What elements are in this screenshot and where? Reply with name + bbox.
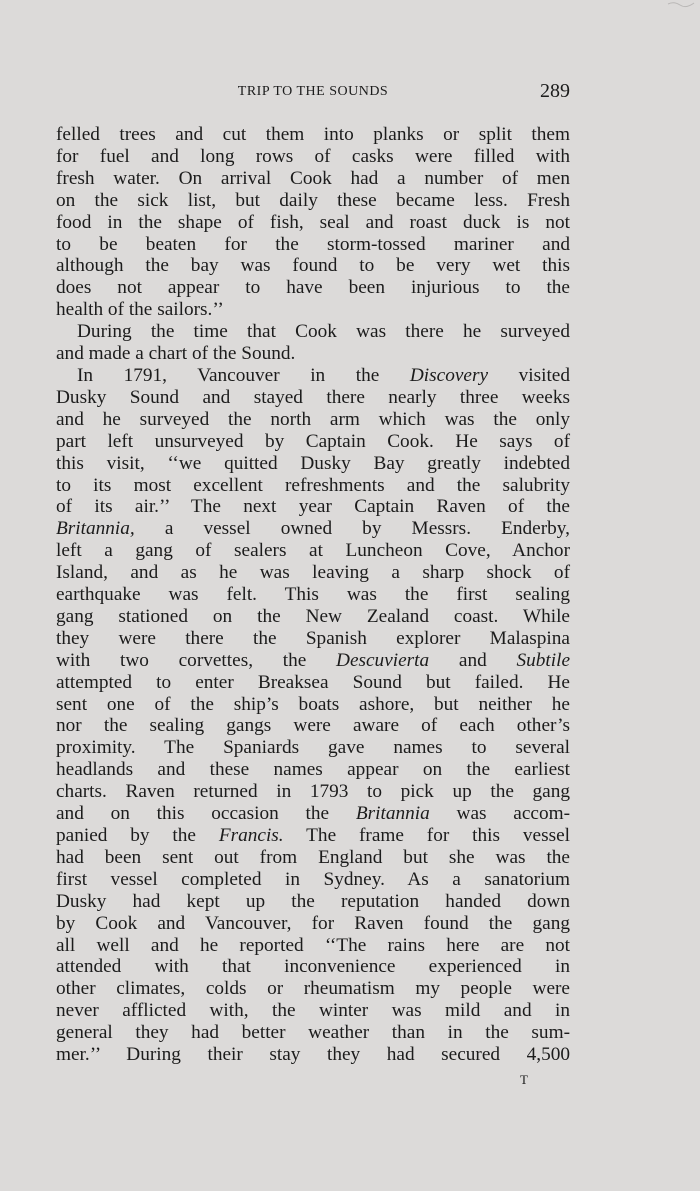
text-line: Dusky Sound and stayed there nearly three weeks (56, 386, 570, 408)
text-line: Britannia, a vessel owned by Messrs. Enderby, (56, 518, 570, 540)
body-text (56, 124, 570, 1066)
text-line: nor the sealing gangs were aware of each other’s (56, 715, 570, 737)
text-line: charts. Raven returned in 1793 to pick up the gang (56, 781, 570, 803)
page-number: 289 (540, 80, 570, 102)
text-line: attempted to enter Breaksea Sound but failed. He (56, 671, 570, 693)
text-line: headlands and these names appear on the earliest (56, 759, 570, 781)
text-line: had been sent out from England but she was the (56, 846, 570, 868)
text-line: proximity. The Spaniards gave names to several (56, 737, 570, 759)
text-line: and he surveyed the north arm which was the only (56, 408, 570, 430)
text-line: earthquake was felt. This was the first sealing (56, 584, 570, 606)
text-line: panied by the Francis. The frame for this vessel (56, 825, 570, 846)
text-line: sent one of the ship’s boats ashore, but neither he (56, 693, 570, 715)
text-line: and on this occasion the Britannia was accom- (56, 803, 571, 825)
text-line: this visit, ‘‘we quitted Dusky Bay greatly indebted (56, 452, 570, 474)
text-line: although the bay was found to be very wet this (56, 255, 570, 277)
text-line: does not appear to have been injurious to the (56, 277, 570, 299)
text-line: they were there the Spanish explorer Malaspina (56, 627, 570, 649)
text-line: first vessel completed in Sydney. As a sanatorium (56, 868, 570, 890)
text-line: general they had better weather than in the sum- (56, 1022, 570, 1044)
text-line: for fuel and long rows of casks were filled with (56, 145, 570, 167)
text-line: by Cook and Vancouver, for Raven found the gang (56, 912, 570, 934)
text-line: During the time that Cook was there he surveyed (77, 321, 570, 343)
text-line: and made a chart of the Sound. (56, 343, 296, 365)
text-line: fresh water. On arrival Cook had a number of men (56, 167, 570, 189)
text-line: Dusky had kept up the reputation handed down (56, 890, 570, 912)
text-line: left a gang of sealers at Luncheon Cove, Anchor (56, 540, 570, 562)
text-line: felled trees and cut them into planks or split them (56, 124, 570, 145)
page-corner-mark (660, 0, 700, 12)
text-line: never afflicted with, the winter was mild and in (56, 1000, 570, 1022)
text-line: attended with that inconvenience experienced in (56, 956, 570, 978)
text-line: food in the shape of fish, seal and roast duck is not (56, 211, 570, 233)
text-line: gang stationed on the New Zealand coast. While (56, 605, 570, 627)
text-line: part left unsurveyed by Captain Cook. He says of (56, 430, 570, 452)
text-line: of its air.’’ The next year Captain Raven of the (56, 496, 570, 518)
text-line: all well and he reported ‘‘The rains here are not (56, 934, 570, 956)
text-line: on the sick list, but daily these became less. Fresh (56, 189, 570, 211)
running-head: TRIP TO THE SOUNDS (237, 84, 389, 99)
text-line: Island, and as he was leaving a sharp shock of (56, 562, 570, 584)
text-line: to be beaten for the storm-tossed mariner and (56, 233, 570, 255)
text-line: health of the sailors.’’ (56, 299, 224, 321)
signature-mark: T (520, 1072, 528, 1087)
text-line: other climates, colds or rheumatism my people were (56, 978, 570, 1000)
text-line: mer.’’ During their stay they had secured 4,500 (56, 1044, 570, 1066)
page-header (56, 80, 570, 106)
text-line: to its most excellent refreshments and the salubrity (56, 474, 570, 496)
text-line: In 1791, Vancouver in the Discovery visited (77, 364, 570, 386)
text-line: with two corvettes, the Descuvierta and Subtile (56, 649, 571, 671)
